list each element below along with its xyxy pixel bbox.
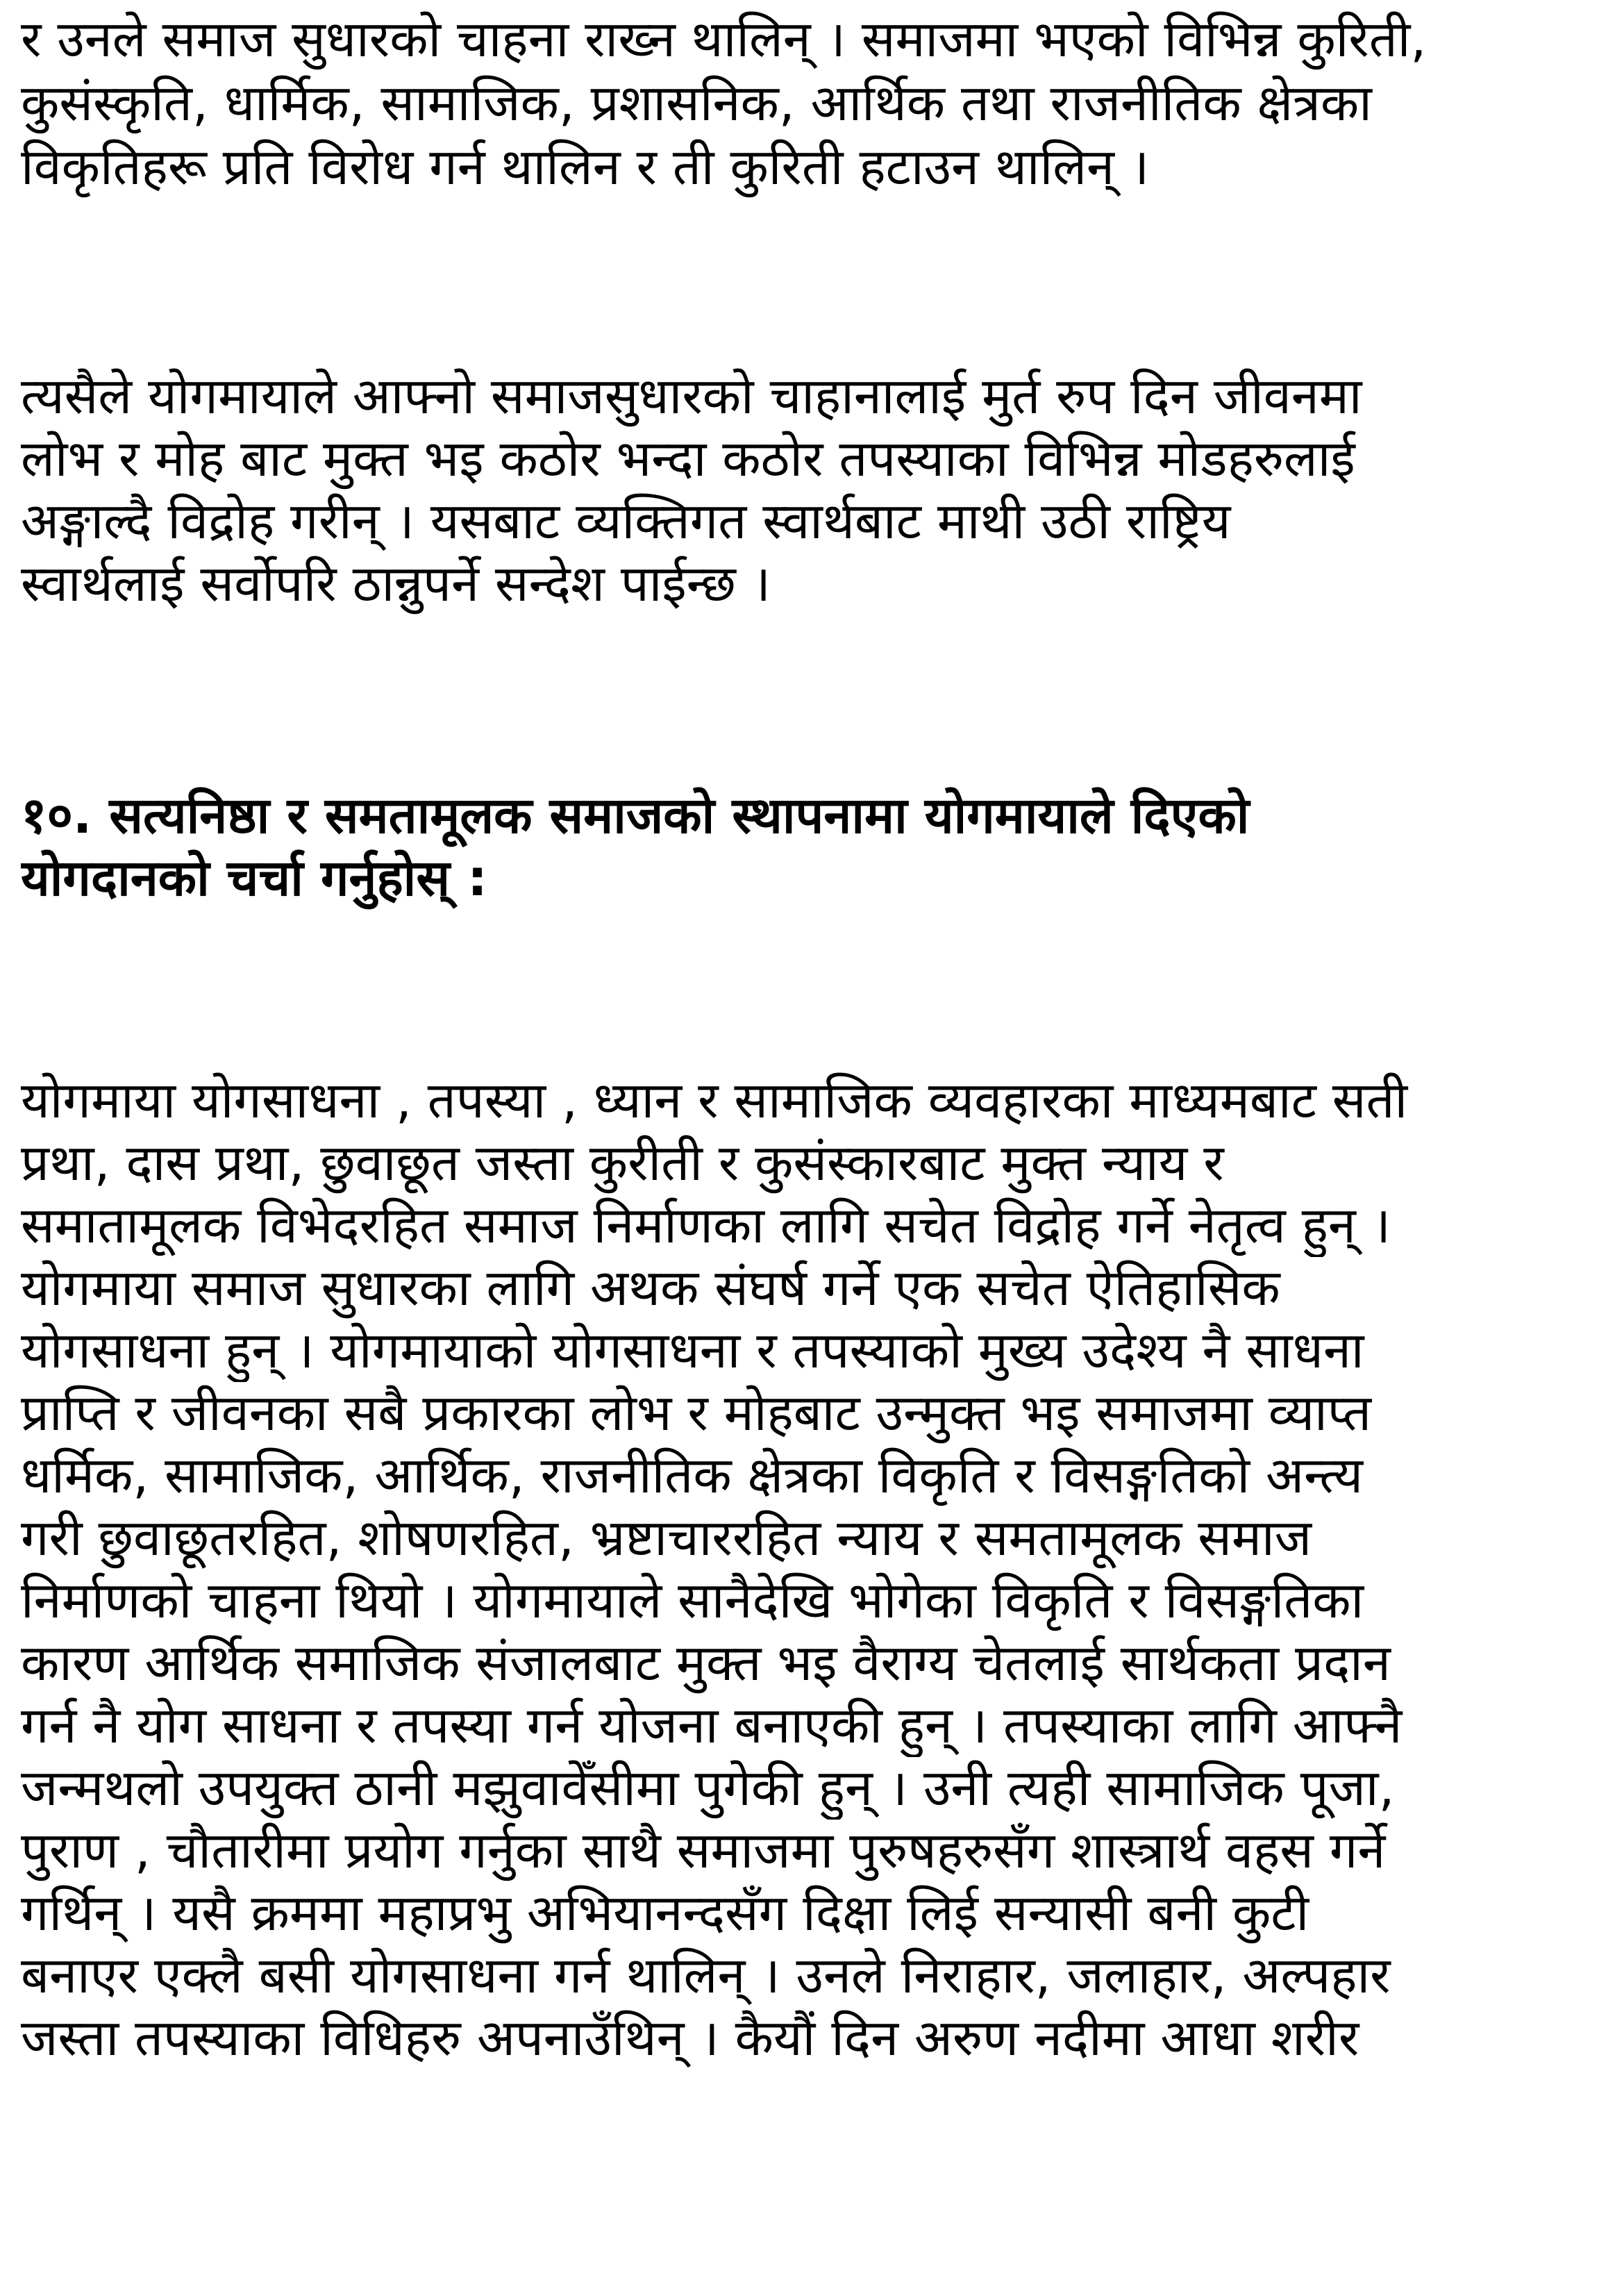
text-line: पुराण , चौतारीमा प्रयोग गर्नुका साथै समाजमा पुरुषहरुसँग शास्त्रार्थ वहस गर्ने	[21, 1821, 1386, 1879]
text-line: धर्मिक, सामाजिक, आर्थिक, राजनीतिक क्षेत्रका विकृति र विसङ्गतिको अन्त्य	[21, 1446, 1363, 1504]
text-line: कारण आर्थिक समाजिक संजालबाट मुक्त भइ वैराग्य चेतलाई सार्थकता प्रदान	[21, 1633, 1391, 1692]
text-line: योगमाया योगसाधना , तपस्या , ध्यान र सामाजिक व्यवहारका माध्यमबाट सती	[21, 1071, 1408, 1129]
text-line: त्यसैले योगमायाले आफ्नो समाजसुधारको चाहानालाई मुर्त रुप दिन जीवनमा	[21, 367, 1362, 425]
text-line: गर्थिन् । यसै क्रममा महाप्रभु अभियानन्दसँग दिक्षा लिई सन्यासी बनी कुटी	[21, 1883, 1309, 1942]
text-line: बनाएर एक्लै बसी योगसाधना गर्न थालिन् । उनले निराहार, जलाहार, अल्पहार	[21, 1946, 1391, 2004]
text-line: योगमाया समाज सुधारका लागि अथक संघर्ष गर्ने एक सचेत ऐतिहासिक	[21, 1258, 1280, 1317]
heading-line: योगदानको चर्चा गर्नुहोस् :	[21, 849, 487, 907]
text-line: जस्ता तपस्याका विधिहरु अपनाउँथिन् । कैयौं दिन अरुण नदीमा आधा शरीर	[21, 2008, 1359, 2067]
text-line: लोभ र मोह बाट मुक्त भइ कठोर भन्दा कठोर तपस्याका विभिन्न मोडहरुलाई	[21, 429, 1355, 488]
text-line: प्रथा, दास प्रथा, छुवाछूत जस्ता कुरीती र कुसंस्कारबाट मुक्त न्याय र	[21, 1133, 1224, 1192]
text-line: विकृतिहरू प्रति विरोध गर्न थालिन र ती कुरिती हटाउन थालिन् ।	[21, 138, 1150, 196]
text-line: स्वार्थलाई सर्वोपरि ठान्नुपर्ने सन्देश पाईन्छ ।	[21, 554, 771, 613]
text-line: र उनले समाज सुधारको चाहना राख्न थालिन् । समाजमा भएको विभिन्न कुरिती,	[21, 10, 1427, 68]
text-line: समातामूलक विभेदरहित समाज निर्माणका लागि सचेत विद्रोह गर्ने नेतृत्व हुन् ।	[21, 1196, 1391, 1254]
text-line: प्राप्ति र जीवनका सबै प्रकारका लोभ र मोहबाट उन्मुक्त भइ समाजमा व्याप्त	[21, 1383, 1372, 1442]
text-line: कुसंस्कृति, धार्मिक, सामाजिक, प्रशासनिक, आर्थिक तथा राजनीतिक क्षेत्रका	[21, 74, 1372, 132]
text-line: गर्न नै योग साधना र तपस्या गर्न योजना बनाएकी हुन् । तपस्याका लागि आफ्नै	[21, 1696, 1403, 1754]
text-line: अङ्गाल्दै विद्रोह गरीन् । यसबाट व्यक्तिगत स्वार्थबाट माथी उठी राष्ट्रिय	[21, 492, 1231, 550]
text-line: योगसाधना हुन् । योगमायाको योगसाधना र तपस्याको मुख्य उदेश्य नै साधना	[21, 1321, 1364, 1379]
heading-line: १०. सत्यनिष्ठा र समतामूलक समाजको स्थापनामा योगमायाले दिएको	[21, 786, 1250, 845]
text-line: गरी छुवाछूतरहित, शोषणरहित, भ्रष्टाचाररहित न्याय र समतामूलक समाज	[21, 1508, 1312, 1567]
text-line: निर्माणको चाहना थियो । योगमायाले सानैदेखि भोगेका विकृति र विसङ्गतिका	[21, 1571, 1364, 1629]
text-line: जन्मथलो उपयुक्त ठानी मझुवावेँसीमा पुगेकी हुन् । उनी त्यही सामाजिक पूजा,	[21, 1758, 1395, 1817]
